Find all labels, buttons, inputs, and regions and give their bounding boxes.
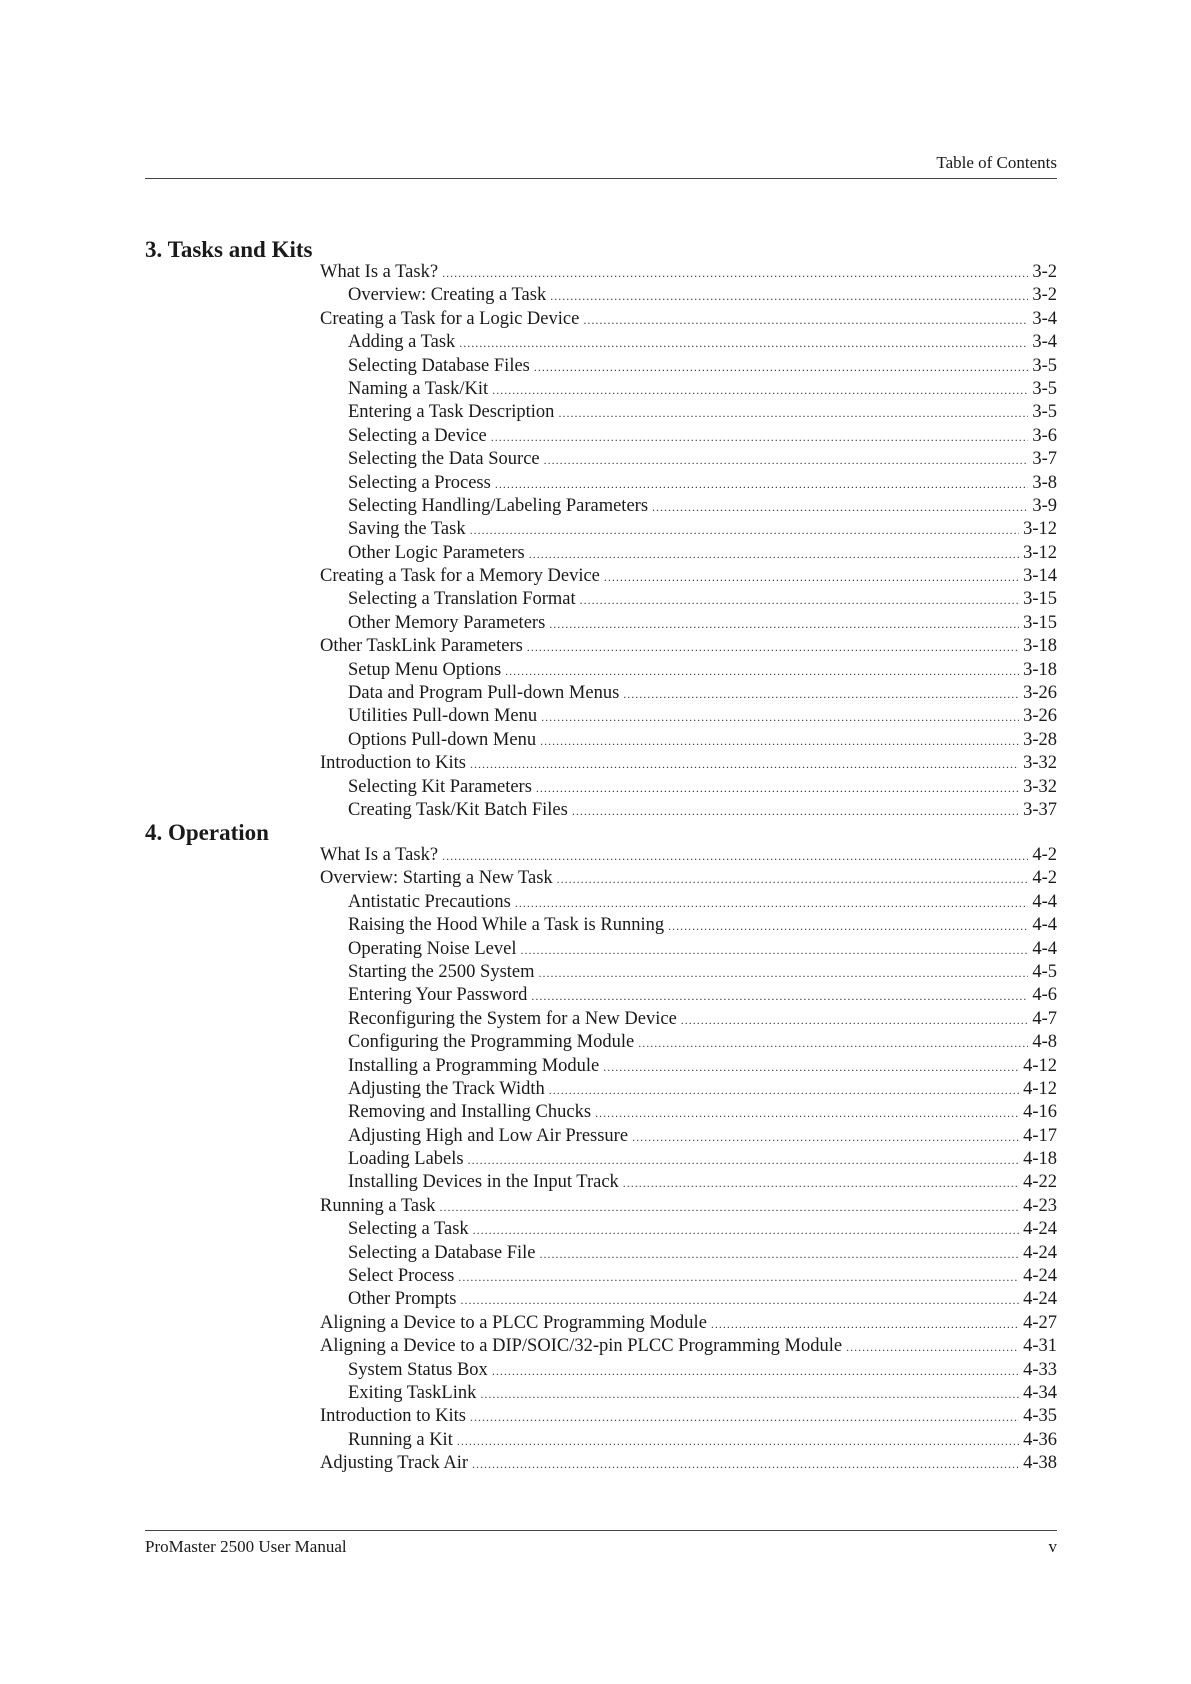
toc-entry[interactable] bbox=[320, 844, 1057, 867]
toc-entry-page: 4-4 bbox=[1032, 938, 1057, 959]
toc-entry[interactable] bbox=[320, 518, 1057, 541]
toc-entry-page: 4-24 bbox=[1023, 1219, 1057, 1240]
toc-entry[interactable] bbox=[320, 1055, 1057, 1078]
toc-entry-title: Loading Labels bbox=[348, 1149, 464, 1170]
toc-entry-title: Other Prompts bbox=[348, 1289, 457, 1310]
manual-title: ProMaster 2500 User Manual bbox=[145, 1537, 347, 1556]
toc-list bbox=[320, 844, 1057, 1476]
toc-entry[interactable] bbox=[320, 472, 1057, 495]
dot-leader bbox=[540, 1243, 1020, 1266]
toc-entry-title: Aligning a Device to a DIP/SOIC/32-pin PLCC Programming Module bbox=[320, 1336, 843, 1357]
toc-entry-page: 4-34 bbox=[1023, 1382, 1057, 1403]
dot-leader bbox=[492, 1360, 1019, 1383]
toc-entry-title: Introduction to Kits bbox=[320, 753, 466, 774]
toc-entry-page: 4-7 bbox=[1032, 1008, 1057, 1029]
toc-entry[interactable] bbox=[320, 448, 1057, 471]
toc-entry-page: 4-2 bbox=[1032, 845, 1057, 865]
toc-entry-page: 3-18 bbox=[1023, 636, 1057, 657]
toc-entry-title: Options Pull-down Menu bbox=[348, 729, 537, 750]
toc-entry-page: 4-18 bbox=[1023, 1149, 1057, 1170]
toc-entry-title: Antistatic Precautions bbox=[348, 891, 511, 912]
toc-entry-title: Selecting Handling/Labeling Parameters bbox=[348, 495, 649, 516]
dot-leader bbox=[521, 939, 1029, 962]
toc-entry-title: Introduction to Kits bbox=[320, 1406, 466, 1427]
section-heading: 4. Operation bbox=[145, 820, 269, 845]
toc-entry[interactable] bbox=[320, 776, 1057, 799]
toc-entry-page: 3-32 bbox=[1023, 753, 1057, 774]
dot-leader bbox=[583, 309, 1028, 332]
dot-leader bbox=[529, 543, 1019, 566]
toc-entry-title: Configuring the Programming Module bbox=[348, 1032, 635, 1053]
page-number: v bbox=[1048, 1537, 1057, 1556]
toc-entry-page: 4-6 bbox=[1032, 985, 1057, 1006]
toc-entry-page: 4-2 bbox=[1032, 868, 1057, 889]
toc-entry[interactable] bbox=[320, 1288, 1057, 1311]
toc-entry-page: 3-12 bbox=[1023, 542, 1057, 563]
dot-leader bbox=[442, 845, 1028, 868]
toc-entry-page: 4-36 bbox=[1023, 1429, 1057, 1450]
toc-entry[interactable] bbox=[320, 1382, 1057, 1405]
toc-entry-page: 3-8 bbox=[1032, 472, 1057, 493]
toc-entry-page: 4-8 bbox=[1032, 1032, 1057, 1053]
toc-entry-title: Setup Menu Options bbox=[348, 659, 502, 680]
toc-entry-title: Aligning a Device to a PLCC Programming Module bbox=[320, 1312, 707, 1333]
toc-entry[interactable] bbox=[320, 752, 1057, 775]
dot-leader bbox=[550, 285, 1028, 308]
toc-entry[interactable] bbox=[320, 961, 1057, 984]
toc-entry[interactable] bbox=[320, 401, 1057, 424]
dot-leader bbox=[480, 1383, 1019, 1406]
toc-entry-page: 3-6 bbox=[1032, 425, 1057, 446]
toc-entry-page: 3-7 bbox=[1032, 449, 1057, 470]
toc-entry-title: Raising the Hood While a Task is Running bbox=[348, 915, 665, 936]
dot-leader bbox=[468, 1149, 1019, 1172]
toc-entry-title: Installing a Programming Module bbox=[348, 1055, 600, 1076]
toc-entry-title: Entering a Task Description bbox=[348, 402, 555, 423]
toc-entry[interactable] bbox=[320, 1125, 1057, 1148]
toc-entry[interactable] bbox=[320, 355, 1057, 378]
toc-entry-page: 4-24 bbox=[1023, 1266, 1057, 1287]
toc-entry-page: 4-38 bbox=[1023, 1453, 1057, 1474]
dot-leader bbox=[531, 985, 1028, 1008]
dot-leader bbox=[527, 636, 1019, 659]
toc-entry-title: Select Process bbox=[348, 1266, 455, 1287]
toc-entry-title: Data and Program Pull-down Menus bbox=[348, 683, 620, 704]
toc-entry-title: Other Logic Parameters bbox=[348, 542, 525, 563]
toc-entry-page: 3-15 bbox=[1023, 589, 1057, 610]
toc-entry-page: 3-9 bbox=[1032, 495, 1057, 516]
toc-entry-page: 3-12 bbox=[1023, 519, 1057, 540]
dot-leader bbox=[668, 915, 1028, 938]
toc-entry-title: Selecting a Database File bbox=[348, 1242, 536, 1263]
toc-entry-title: What Is a Task? bbox=[320, 262, 439, 282]
dot-leader bbox=[472, 1453, 1019, 1476]
dot-leader bbox=[440, 1196, 1020, 1219]
toc-entry-page: 3-4 bbox=[1032, 332, 1057, 353]
dot-leader bbox=[549, 1079, 1019, 1102]
toc-entry[interactable] bbox=[320, 284, 1057, 307]
dot-leader bbox=[540, 730, 1019, 753]
toc-entry-page: 3-28 bbox=[1023, 729, 1057, 750]
dot-leader bbox=[557, 868, 1029, 891]
toc-entry-page: 4-12 bbox=[1023, 1078, 1057, 1099]
toc-entry-title: System Status Box bbox=[348, 1359, 488, 1380]
page-header bbox=[145, 154, 1057, 179]
toc-entry[interactable] bbox=[320, 542, 1057, 565]
toc-entry-page: 4-23 bbox=[1023, 1195, 1057, 1216]
toc-entry-page: 4-24 bbox=[1023, 1289, 1057, 1310]
toc-entry-page: 4-12 bbox=[1023, 1055, 1057, 1076]
dot-leader bbox=[580, 589, 1019, 612]
toc-entry-title: Selecting a Task bbox=[348, 1219, 469, 1240]
dot-leader bbox=[470, 519, 1020, 542]
toc-entry[interactable] bbox=[320, 1312, 1057, 1335]
dot-leader bbox=[544, 449, 1029, 472]
toc-entry[interactable] bbox=[320, 1265, 1057, 1288]
dot-leader bbox=[470, 753, 1019, 776]
toc-entry-title: Naming a Task/Kit bbox=[348, 378, 489, 399]
toc-entry-title: Selecting the Data Source bbox=[348, 449, 540, 470]
toc-entry[interactable] bbox=[320, 425, 1057, 448]
dot-leader bbox=[595, 1102, 1019, 1125]
toc-entry-page: 3-15 bbox=[1023, 612, 1057, 633]
dot-leader bbox=[492, 379, 1028, 402]
toc-entry-title: Exiting TaskLink bbox=[348, 1382, 477, 1403]
dot-leader bbox=[491, 426, 1029, 449]
dot-leader bbox=[459, 332, 1028, 355]
dot-leader bbox=[505, 660, 1019, 683]
toc-entry-page: 3-14 bbox=[1023, 566, 1057, 587]
toc-entry[interactable] bbox=[320, 1078, 1057, 1101]
toc-entry[interactable] bbox=[320, 565, 1057, 588]
toc-entry-title: Overview: Creating a Task bbox=[348, 285, 547, 306]
toc-entry-page: 4-33 bbox=[1023, 1359, 1057, 1380]
toc-entry[interactable] bbox=[320, 682, 1057, 705]
toc-entry[interactable] bbox=[320, 867, 1057, 890]
toc-entry-page: 3-5 bbox=[1032, 402, 1057, 423]
dot-leader bbox=[681, 1009, 1029, 1032]
dot-leader bbox=[623, 683, 1019, 706]
toc-entry-page: 3-4 bbox=[1032, 308, 1057, 329]
toc-entry-page: 4-22 bbox=[1023, 1172, 1057, 1193]
toc-entry-page: 3-2 bbox=[1032, 262, 1057, 282]
toc-entry-title: Reconfiguring the System for a New Device bbox=[348, 1008, 677, 1029]
dot-leader bbox=[638, 1032, 1028, 1055]
dot-leader bbox=[623, 1172, 1019, 1195]
toc-entry[interactable] bbox=[320, 1218, 1057, 1241]
toc-entry-page: 4-4 bbox=[1032, 891, 1057, 912]
dot-leader bbox=[460, 1289, 1019, 1312]
toc-entry-title: Entering Your Password bbox=[348, 985, 528, 1006]
dot-leader bbox=[442, 262, 1028, 285]
toc-entry-title: Utilities Pull-down Menu bbox=[348, 706, 538, 727]
toc-entry-title: Adjusting the Track Width bbox=[348, 1078, 545, 1099]
toc-entry-page: 4-24 bbox=[1023, 1242, 1057, 1263]
toc-entry[interactable] bbox=[320, 635, 1057, 658]
dot-leader bbox=[495, 473, 1029, 496]
toc-entry-page: 4-5 bbox=[1032, 961, 1057, 982]
toc-entry[interactable] bbox=[320, 495, 1057, 518]
toc-entry[interactable] bbox=[320, 799, 1057, 822]
toc-entry[interactable] bbox=[320, 1242, 1057, 1265]
page-footer bbox=[145, 1530, 1057, 1557]
toc-entry-title: What Is a Task? bbox=[320, 845, 439, 865]
toc-entry[interactable] bbox=[320, 1171, 1057, 1194]
toc-entry[interactable] bbox=[320, 1359, 1057, 1382]
toc-entry[interactable] bbox=[320, 588, 1057, 611]
dot-leader bbox=[458, 1266, 1019, 1289]
dot-leader bbox=[604, 566, 1019, 589]
toc-entry-title: Creating a Task for a Memory Device bbox=[320, 566, 600, 587]
toc-entry-title: Creating a Task for a Logic Device bbox=[320, 308, 580, 329]
dot-leader bbox=[632, 1126, 1019, 1149]
toc-entry-title: Selecting a Translation Format bbox=[348, 589, 576, 610]
toc-entry-page: 3-5 bbox=[1032, 378, 1057, 399]
toc-entry-page: 4-31 bbox=[1023, 1336, 1057, 1357]
dot-leader bbox=[549, 613, 1019, 636]
toc-entry[interactable] bbox=[320, 1335, 1057, 1358]
toc-entry-page: 3-5 bbox=[1032, 355, 1057, 376]
running-title: Table of Contents bbox=[936, 153, 1057, 172]
dot-leader bbox=[652, 496, 1028, 519]
toc-entry-title: Running a Kit bbox=[348, 1429, 453, 1450]
toc-entry[interactable] bbox=[320, 938, 1057, 961]
toc-entry-title: Other Memory Parameters bbox=[348, 612, 546, 633]
dot-leader bbox=[558, 402, 1028, 425]
toc-entry-page: 4-16 bbox=[1023, 1102, 1057, 1123]
toc-entry-title: Selecting Database Files bbox=[348, 355, 530, 376]
dot-leader bbox=[470, 1406, 1019, 1429]
toc-entry[interactable] bbox=[320, 659, 1057, 682]
toc-entry-title: Installing Devices in the Input Track bbox=[348, 1172, 619, 1193]
dot-leader bbox=[457, 1430, 1019, 1453]
dot-leader bbox=[541, 706, 1019, 729]
dot-leader bbox=[473, 1219, 1019, 1242]
toc-entry[interactable] bbox=[320, 891, 1057, 914]
toc-entry[interactable] bbox=[320, 378, 1057, 401]
toc-entry-title: Creating Task/Kit Batch Files bbox=[348, 799, 568, 820]
toc-entry[interactable] bbox=[320, 612, 1057, 635]
toc-entry[interactable] bbox=[320, 1101, 1057, 1124]
toc-entry[interactable] bbox=[320, 729, 1057, 752]
dot-leader bbox=[846, 1336, 1019, 1359]
toc-entry-page: 4-27 bbox=[1023, 1312, 1057, 1333]
toc-entry[interactable] bbox=[320, 331, 1057, 354]
toc-entry[interactable] bbox=[320, 1195, 1057, 1218]
toc-entry-title: Selecting Kit Parameters bbox=[348, 776, 532, 797]
toc-entry-page: 3-26 bbox=[1023, 706, 1057, 727]
toc-entry[interactable] bbox=[320, 1031, 1057, 1054]
toc-entry-page: 3-2 bbox=[1032, 285, 1057, 306]
toc-entry[interactable] bbox=[320, 1148, 1057, 1171]
toc-entry[interactable] bbox=[320, 1405, 1057, 1428]
toc-entry-page: 4-4 bbox=[1032, 915, 1057, 936]
toc-entry[interactable] bbox=[320, 984, 1057, 1007]
toc-list bbox=[320, 261, 1057, 822]
toc-entry-title: Saving the Task bbox=[348, 519, 466, 540]
toc-entry[interactable] bbox=[320, 261, 1057, 284]
toc-entry[interactable] bbox=[320, 308, 1057, 331]
toc-entry-page: 3-18 bbox=[1023, 659, 1057, 680]
toc-entry-title: Other TaskLink Parameters bbox=[320, 636, 523, 657]
toc-entry-page: 3-32 bbox=[1023, 776, 1057, 797]
dot-leader bbox=[539, 962, 1029, 985]
toc-entry-page: 3-37 bbox=[1023, 799, 1057, 820]
toc-entry-page: 4-35 bbox=[1023, 1406, 1057, 1427]
toc-entry-title: Removing and Installing Chucks bbox=[348, 1102, 592, 1123]
dot-leader bbox=[536, 777, 1019, 800]
dot-leader bbox=[534, 356, 1028, 379]
toc-entry[interactable] bbox=[320, 914, 1057, 937]
toc-entry-title: Adding a Task bbox=[348, 332, 456, 353]
toc-entry-title: Operating Noise Level bbox=[348, 938, 517, 959]
toc-entry[interactable] bbox=[320, 705, 1057, 728]
toc-entry[interactable] bbox=[320, 1008, 1057, 1031]
toc-entry[interactable] bbox=[320, 1429, 1057, 1452]
toc-entry-title: Starting the 2500 System bbox=[348, 961, 535, 982]
dot-leader bbox=[603, 1056, 1019, 1079]
toc-entry[interactable] bbox=[320, 1452, 1057, 1475]
toc-entry-title: Running a Task bbox=[320, 1195, 436, 1216]
toc-entry-title: Adjusting Track Air bbox=[320, 1453, 469, 1474]
toc-entry-title: Adjusting High and Low Air Pressure bbox=[348, 1125, 629, 1146]
dot-leader bbox=[515, 892, 1028, 915]
toc-entry-title: Selecting a Device bbox=[348, 425, 487, 446]
toc-entry-page: 4-17 bbox=[1023, 1125, 1057, 1146]
dot-leader bbox=[572, 800, 1019, 823]
toc-entry-title: Selecting a Process bbox=[348, 472, 491, 493]
section-heading: 3. Tasks and Kits bbox=[145, 237, 313, 262]
toc-entry-page: 3-26 bbox=[1023, 683, 1057, 704]
toc-entry-title: Overview: Starting a New Task bbox=[320, 868, 553, 889]
dot-leader bbox=[711, 1313, 1019, 1336]
